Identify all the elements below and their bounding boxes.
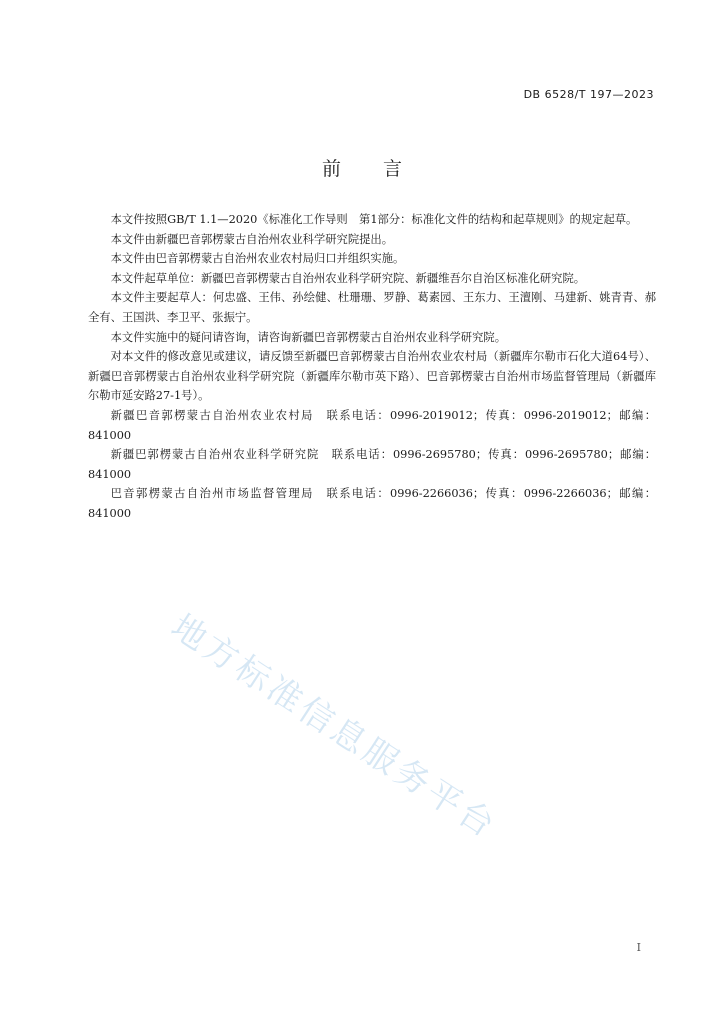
page-number: I (636, 941, 641, 954)
contact-market-bureau: 巴音郭楞蒙古自治州市场监督管理局 联系电话：0996-2266036；传真：0996-2266036；邮编：841000 (88, 487, 656, 520)
paragraph-inquiry: 本文件实施中的疑问请咨询，请咨询新疆巴音郭楞蒙古自治州农业科学研究院。 (110, 330, 506, 344)
watermark: 地方标准信息服务平台 (163, 606, 505, 848)
paragraph-proposer: 本文件由新疆巴音郭楞蒙古自治州农业科学研究院提出。 (110, 232, 394, 246)
page-title: 前言 (321, 158, 444, 180)
paragraph-drafting-rules: 本文件按照GB/T 1.1—2020《标准化工作导则 第1部分：标准化文件的结构和起草规则》的规定起草。 (110, 213, 638, 226)
document-code: DB 6528/T 197—2023 (523, 88, 654, 101)
contact-agriculture-bureau: 新疆巴音郭楞蒙古自治州农业农村局 联系电话：0996-2019012；传真：0996-2019012；邮编：841000 (88, 408, 656, 442)
preface-body (88, 210, 656, 524)
paragraph-drafting-units: 本文件起草单位：新疆巴音郭楞蒙古自治州农业科学研究院、新疆维吾尔自治区标准化研究院。 (110, 271, 586, 285)
paragraph-drafters: 本文件主要起草人：何忠盛、王伟、孙绘健、杜珊珊、罗静、葛素园、王东力、王澶刚、马建新、姚青青、郝全有、王国洪、李卫平、张振宁。 (88, 291, 656, 324)
paragraph-feedback: 对本文件的修改意见或建议，请反馈至新疆巴音郭楞蒙古自治州农业农村局（新疆库尔勒市石化大道64号）、新疆巴音郭楞蒙古自治州农业科学研究院（新疆库尔勒市英下路）、巴音郭楞蒙古自治州市场监督管理局（新疆库尔勒市延安路27-1号）。 (88, 350, 656, 403)
paragraph-administrator: 本文件由巴音郭楞蒙古自治州农业农村局归口并组织实施。 (110, 252, 405, 266)
contact-academy: 新疆巴郭楞蒙古自治州农业科学研究院 联系电话：0996-2695780；传真：0996-2695780；邮编：841000 (88, 448, 656, 481)
